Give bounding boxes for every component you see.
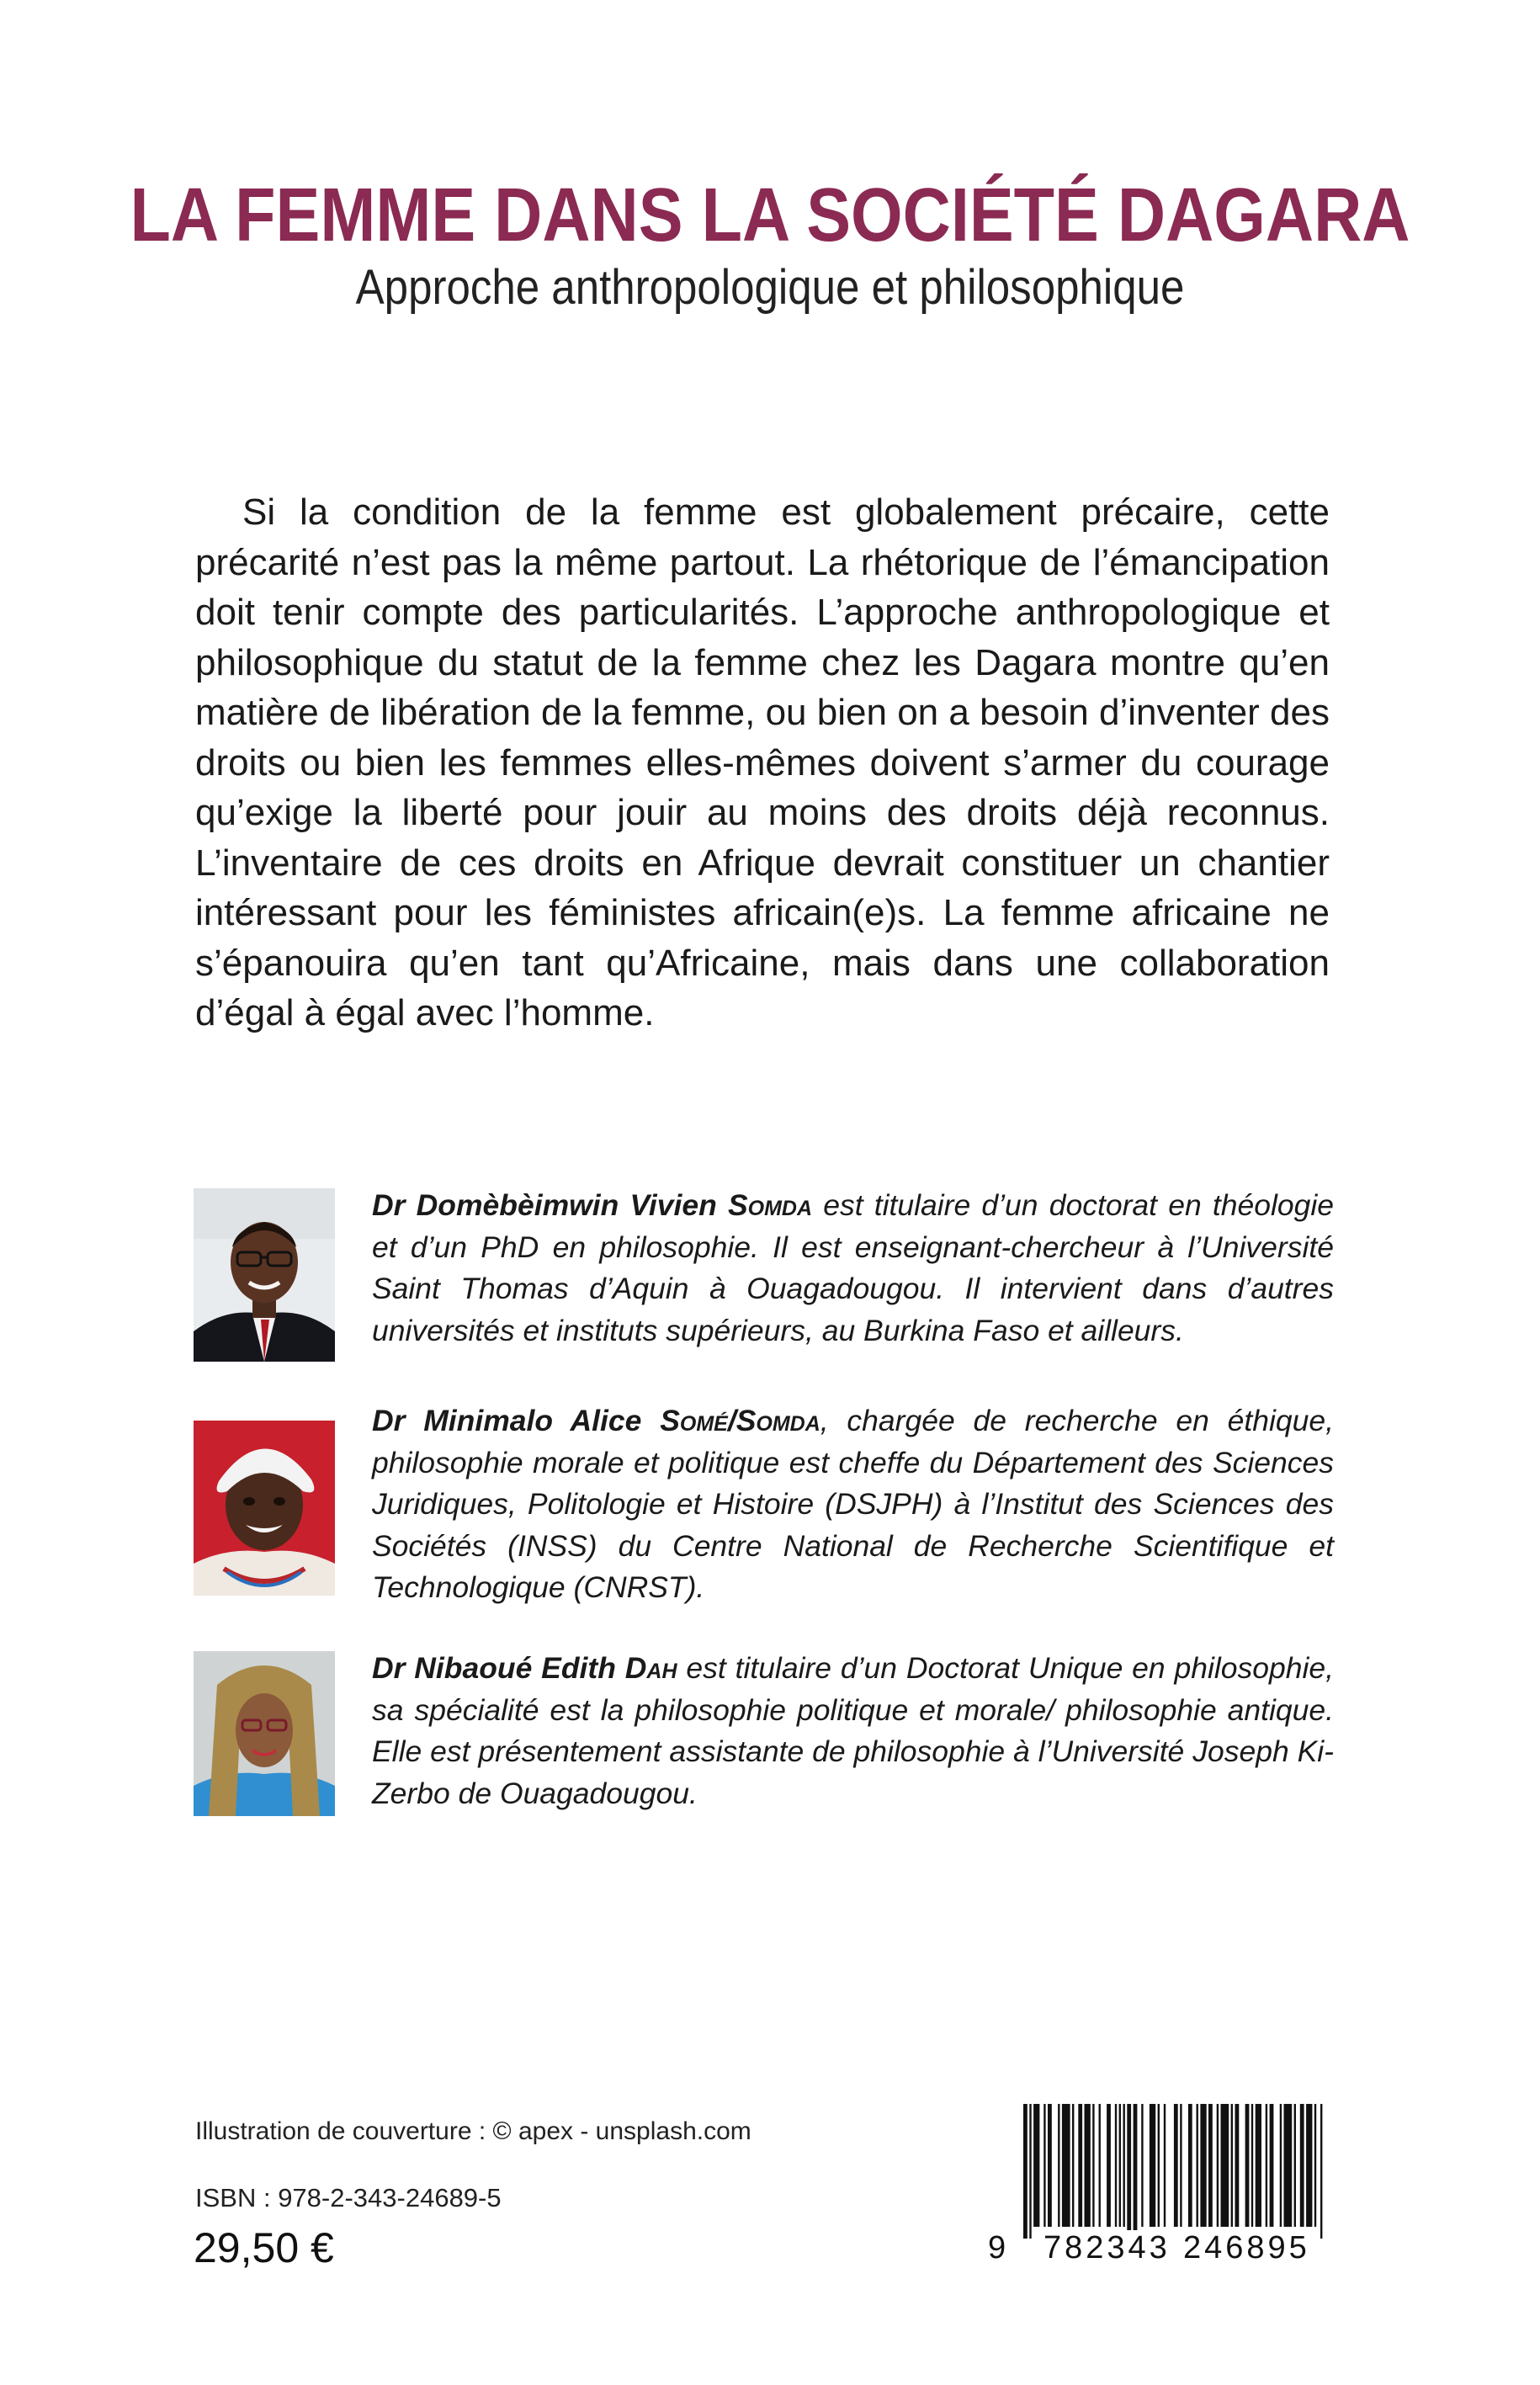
barcode-bar [1300, 2104, 1304, 2227]
barcode-bar [1200, 2104, 1206, 2227]
barcode-bar [1235, 2104, 1240, 2227]
barcode-bar [1107, 2104, 1111, 2227]
author-bio-text: est titulaire d’un doctorat en théologie et d’un PhD en philosophie. Il est enseignant-chercheur à l’Université Saint Thomas d’Aquin à Ouagadougou. Il intervient dans d’autres universités et instituts supérieurs, au Burkina Faso et ailleurs. [372, 1188, 1334, 1347]
barcode-bar [1284, 2104, 1293, 2227]
barcode-bar [1048, 2104, 1052, 2227]
barcode-bar [1158, 2104, 1160, 2227]
barcode-bar [1251, 2104, 1253, 2227]
barcode-bar [1141, 2104, 1143, 2227]
author-surname: Dah [624, 1651, 677, 1685]
barcode-bar [1280, 2104, 1282, 2227]
barcode-bar [1221, 2104, 1229, 2227]
barcode-bar [1217, 2104, 1219, 2227]
barcode-bar [1078, 2104, 1082, 2227]
isbn-barcode [988, 2104, 1333, 2265]
author-bio [372, 1185, 1334, 1352]
author-name: Dr Domèbèimwin Vivien [372, 1188, 717, 1222]
barcode-bar [1208, 2104, 1213, 2227]
author-name: Dr Nibaoué Edith [372, 1651, 616, 1685]
author-photo [194, 1188, 335, 1362]
author-surname: Somda [727, 1188, 813, 1222]
barcode-bar [1134, 2104, 1138, 2239]
author-photo [194, 1421, 335, 1596]
barcode-bar [1314, 2104, 1316, 2227]
barcode-bar [1294, 2104, 1296, 2227]
barcode-bar [1231, 2104, 1233, 2227]
barcode-bar [1123, 2104, 1125, 2227]
barcode-bar [1029, 2104, 1031, 2239]
barcode-bar [1188, 2104, 1192, 2227]
author-bio [372, 1648, 1334, 1814]
barcode-bar [1320, 2104, 1322, 2239]
barcode-bar [1164, 2104, 1166, 2227]
price: 29,50 € [194, 2224, 334, 2271]
barcode-right-digits: 246895 [1183, 2230, 1310, 2265]
barcode-bar [1043, 2104, 1045, 2227]
barcode-bar [1270, 2104, 1274, 2227]
barcode-bar [1127, 2104, 1131, 2239]
barcode-bar [1180, 2104, 1182, 2227]
barcode-bar [1099, 2104, 1101, 2227]
barcode-bar [1033, 2104, 1039, 2227]
barcode-bar [1058, 2104, 1059, 2227]
barcode-bar [1197, 2104, 1198, 2227]
barcode-bar [1245, 2104, 1250, 2227]
isbn-number: ISBN : 978-2-343-24689-5 [195, 2183, 502, 2212]
barcode-bar [1023, 2104, 1028, 2239]
barcode-bar [1092, 2104, 1094, 2227]
author-bio [372, 1400, 1334, 1609]
barcode-bar [1072, 2104, 1074, 2227]
author-photo [194, 1651, 335, 1816]
cover-illustration-credit: Illustration de couverture : © apex - unsplash.com [195, 2117, 751, 2145]
author-bio-text: est titulaire d’un Doctorat Unique en philosophie, sa spécialité est la philosophie politique et morale/ philosophie antique. Elle est présentement assistante de philosophie à l’Université Joseph Ki-Zerbo de Ouagadougou. [372, 1651, 1334, 1810]
barcode-bar [1062, 2104, 1070, 2227]
barcode-bar [1256, 2104, 1261, 2227]
barcode-bar [1306, 2104, 1312, 2227]
author-bio-text: , chargée de recherche en éthique, philosophie morale et politique est cheffe du Département des Sciences Juridiques, Politologie et Histoire (DSJPH) à l’Institut des Sciences des Sociétés (INSS) du Centre National de Recherche Scientifique et Technologique (CNRST). [372, 1404, 1334, 1604]
barcode-bar [1266, 2104, 1267, 2227]
back-cover-blurb: Si la condition de la femme est globalement précaire, cette précarité n’est pas la même partout. La rhétorique de l’émancipation doit tenir compte des particularités. L’approche anthropologique et philosophique du statut de la femme chez les Dagara montre qu’en matière de libération de la femme, ou bien on a besoin d’inventer des droits ou bien les femmes elles-mêmes doivent s’armer du courage qu’exige la liberté pour jouir au moins des droits déjà reconnus. L’inventaire de ces droits en Afrique devrait constituer un chantier intéressant pour les féministes africain(e)s. La femme africaine ne s’épanouira qu’en tant qu’Africaine, mais dans une collaboration d’égal à égal avec l’homme. [195, 491, 1330, 1033]
barcode-bar [1174, 2104, 1178, 2227]
author-surname: Somé/Somda [660, 1404, 820, 1437]
barcode-first-digit: 9 [988, 2230, 1006, 2265]
barcode-bar [1115, 2104, 1117, 2227]
author-name: Dr Minimalo Alice [372, 1404, 642, 1437]
barcode-left-digits: 782343 [1043, 2230, 1171, 2265]
book-title: LA FEMME DANS LA SOCIÉTÉ DAGARA [130, 173, 1410, 258]
book-subtitle: Approche anthropologique et philosophique [355, 260, 1185, 315]
barcode-bar [1119, 2104, 1121, 2227]
barcode-bar [1150, 2104, 1155, 2227]
barcode-bar [1085, 2104, 1091, 2227]
